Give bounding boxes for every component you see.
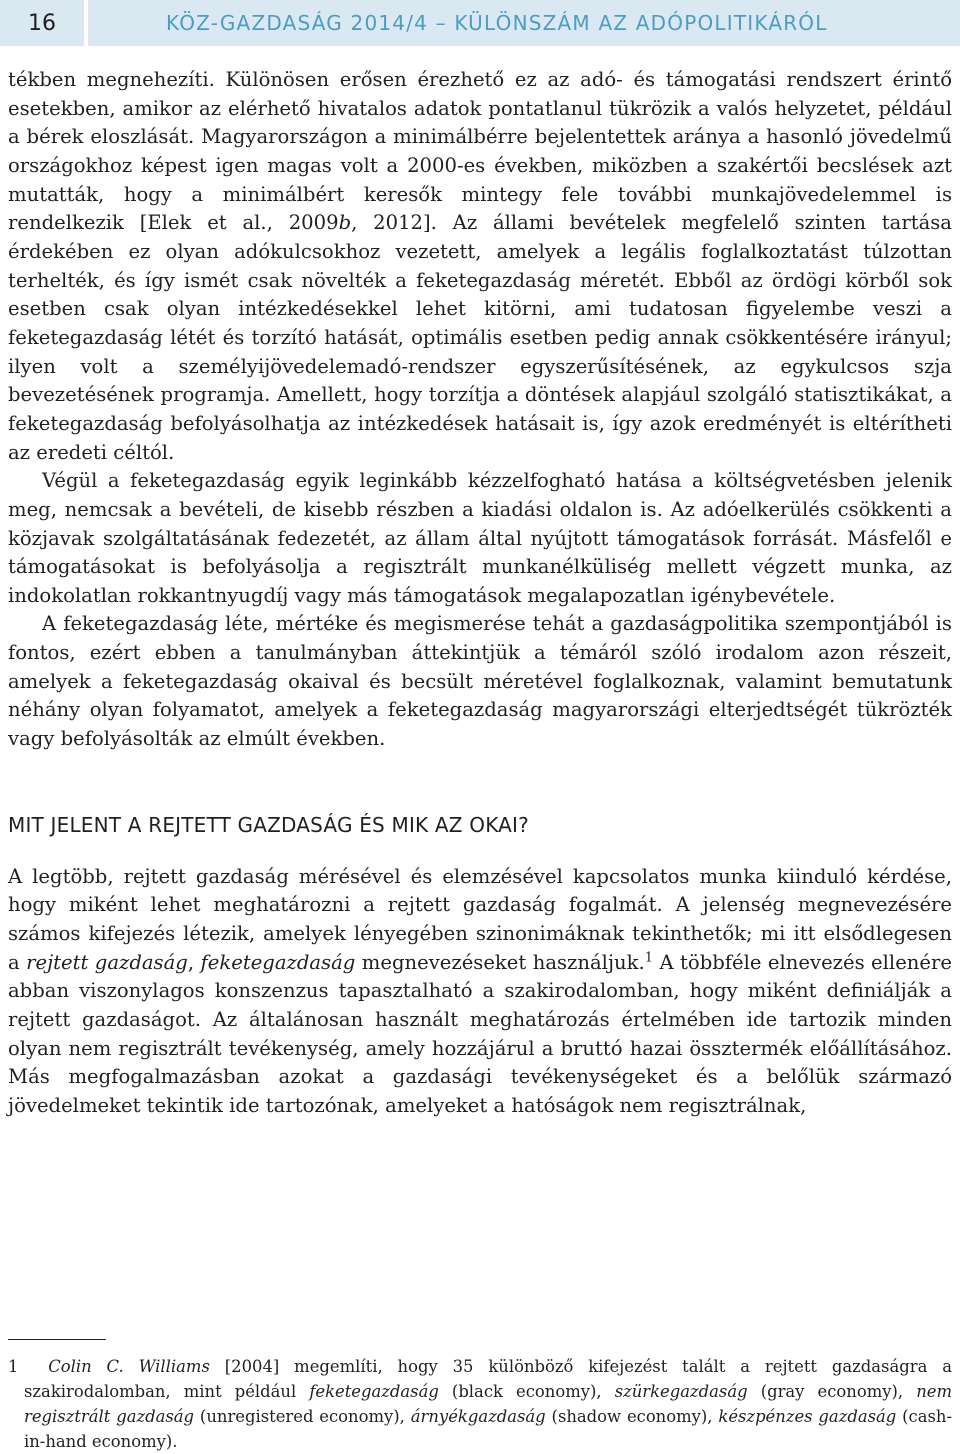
footnote-text-a: [2004] megemlíti, hogy 35 különböző kifejezést talált a rejtett gazdaságra a szakirodalomban, mint például: [24, 1357, 953, 1401]
footnote-term-1: feketegazdaság: [309, 1382, 439, 1401]
paragraph-4-text-a: A legtöbb, rejtett gazdaság mérésével és elemzésével kapcsolatos munka kiinduló kérdése, hogy miként lehet meghatározni a rejtett gazdaság fogalmát. A jelenség megnevezésére számos kifejezés létezik, amelyek lényegében szinonimáknak tekinthetők; mi itt elsődlegesen a: [8, 864, 952, 974]
article-body: [8, 66, 952, 1121]
paragraph-1: [8, 66, 952, 467]
footnote-term-5: készpénzes gazdaság: [718, 1407, 897, 1426]
term-feketegazdasag: feketegazdaság: [200, 950, 356, 974]
footnote-text-b: (black economy),: [438, 1382, 615, 1401]
paragraph-4-text-c: A többféle elnevezés ellenére abban viszonylagos konszenzus tapasztalható a szakirodalomban, hogy miként definiálják a rejtett gazdaságot. Az általánosan használt meghatározás értelmében ide tartozik minden olyan nem regisztrált tevékenység, amely hozzájárul a bruttó hazai össztermék előállításához. Más megfogalmazásban azokat a gazdasági tevékenységeket és a belőlük származó jövedelmeket tekintik ide tartozónak, amelyeket a hatóságok nem regisztrálnak,: [8, 950, 952, 1117]
footnote-text-e: (shadow economy),: [545, 1407, 719, 1426]
paragraph-2: Végül a feketegazdaság egyik leginkább kézzelfogható hatása a költségvetésben jelenik meg, nemcsak a bevételi, de kisebb részben a kiadási oldalon is. Az adóelkerülés csökkenti a közjavak szolgáltatásának fedezetét, az állam által nyújtott támogatások forrását. Másfelől e támogatásokat is befolyásolja a regisztrált munkanélküliség mellett végzett munka, az indokolatlan rokkantnyugdíj vagy más támogatások megalapozatlan igénybevétele.: [8, 469, 952, 607]
footnote-text-f: (cash-in-hand economy).: [24, 1407, 953, 1451]
paragraph-1-text: tékben megnehezíti. Különösen erősen érezhető ez az adó- és támogatási rendszert érintő esetekben, amikor az elérhető hivatalos adatok pontatlanul tükrözik a valós helyzetet, például a bérek eloszlását. Magyarországon a minimálbérre bejelentettek aránya a hasonló jövedelmű országokhoz képest igen magas volt a 2000-es években, miközben a szakértői becslések azt mutatták, hogy a minimálbért keresők mintegy fele további munkajövedelemmel is rendelkezik [Elek et al., 2009: [8, 68, 952, 235]
footnote-text-c: (gray economy),: [747, 1382, 917, 1401]
footnote-term-3: nem regisztrált gazdaság: [24, 1382, 952, 1426]
citation-suffix: b: [338, 211, 352, 235]
paragraph-1-text-end: , 2012]. Az állami bevételek megfelelő szinten tartása érdekében ez olyan adókulcsokhoz vezetett, amelyek a legális foglalkoztatást túlzottan terhelték, és így ismét csak növelték a feketegazdaság méretét. Ebből az ördögi körből sok esetben csak olyan intézkedésekkel lehet kitörni, ami tudatosan figyelembe veszi a feketegazdaság létét és torzító hatását, optimális esetben pedig annak csökkentésére irányul; ilyen volt a személyijövedelemadó-rendszer egyszerűsítésének, az egykulcsos szja bevezetésének programja. Amellett, hogy torzítja a döntések alapjául szolgáló statisztikákat, a feketegazdaság befolyásolhatja az intézkedések hatásait is, így azok eredményét is eltérítheti az eredeti céltól.: [8, 211, 952, 464]
footnote-text-d: (unregistered economy),: [194, 1407, 411, 1426]
footnote: [8, 1354, 952, 1454]
footnote-term-2: szürkegazdaság: [614, 1382, 748, 1401]
term-rejtett-gazdasag: rejtett gazdaság: [26, 950, 188, 974]
footnote-reference[interactable]: 1: [644, 950, 654, 966]
paragraph-4-text-b: megnevezéseket használjuk.: [355, 950, 645, 974]
paragraph-3: A feketegazdaság léte, mértéke és megismerése tehát a gazdaságpolitika szempontjából is fontos, ezért ebben a tanulmányban áttekintjük a témáról szóló irodalom azon részeit, amelyek a feketegazdaság okaival és becsült méretével foglalkoznak, valamint bemutatunk néhány olyan folyamatot, amelyek a feketegazdaság magyarországi elterjedtségét tükrözték vagy befolyásolták az elmúlt években.: [8, 612, 952, 751]
footnote-number: 1: [8, 1357, 19, 1376]
journal-running-title: KÖZ-GAZDASÁG 2014/4 – KÜLÖNSZÁM AZ ADÓPOLITIKÁRÓL: [88, 0, 960, 46]
section-heading: MIT JELENT A REJTETT GAZDASÁG ÉS MIK AZ OKAI?: [8, 812, 529, 837]
page-number: 16: [0, 0, 84, 46]
footnote-term-4: árnyékgazdaság: [410, 1407, 546, 1426]
footnote-divider: [8, 1339, 106, 1340]
term-separator: ,: [187, 950, 201, 974]
footnote-author: Colin C. Williams: [48, 1357, 210, 1376]
page-header: [0, 0, 960, 48]
paragraph-4: [8, 863, 952, 1121]
